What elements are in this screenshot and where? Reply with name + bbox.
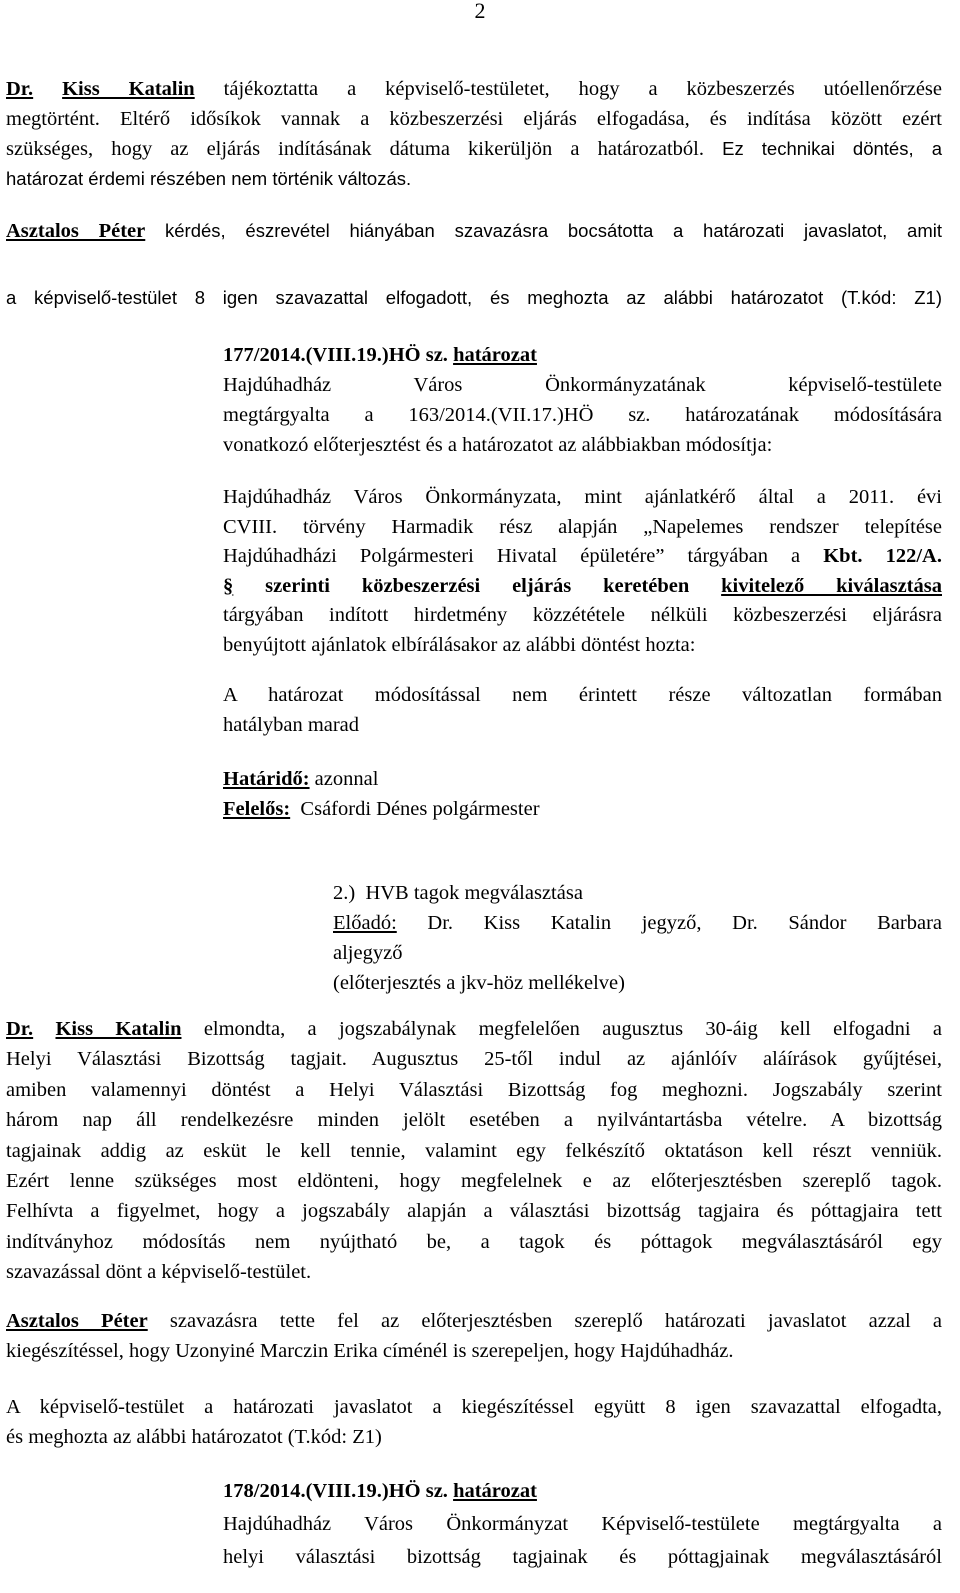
resolution-text-bold-underlined: kivitelező kiválasztása bbox=[721, 574, 942, 597]
resolution-177-remainder bbox=[223, 680, 942, 740]
resolution-number: 177/2014.(VIII.19.)HÖ sz. bbox=[223, 344, 448, 366]
deadline-value: azonnal bbox=[309, 768, 379, 790]
paragraph-line: indítványhoz módosítás nem nyújtható be, a tagok és póttagok megválasztásáról egy bbox=[6, 1230, 942, 1253]
paragraph-line bbox=[6, 74, 942, 104]
paragraph-line bbox=[6, 216, 942, 246]
paragraph-line: és meghozta az alábbi határozatot (T.kód: Z1) bbox=[6, 1426, 382, 1448]
resolution-word: határozat bbox=[453, 1480, 537, 1502]
resolution-heading bbox=[223, 340, 942, 370]
presenter-continued: aljegyző bbox=[333, 942, 403, 964]
page-number: 2 bbox=[474, 0, 486, 23]
resolution-178 bbox=[223, 1475, 942, 1574]
paragraph-line: megtörtént. Eltérő idősíkok vannak a közbeszerzési eljárás elfogadása, és indítása között ezért bbox=[6, 108, 942, 130]
paragraph-line: határozat érdemi részében nem történik változás. bbox=[6, 168, 412, 189]
paragraph-hvb-explanation bbox=[6, 1014, 942, 1288]
speaker-name: Asztalos Péter bbox=[6, 1310, 148, 1332]
resolution-line: Hajdúhadház Város Önkormányzatának képviselő-testülete bbox=[223, 374, 942, 396]
paragraph-line: három nap áll rendelkezésre minden jelölt esetében a nyilvántartásba vételre. A bizottság bbox=[6, 1109, 942, 1132]
resolution-line: hatályban marad bbox=[223, 714, 360, 736]
presenter-value: Dr. Kiss Katalin jegyző, Dr. Sándor Barbara bbox=[396, 912, 942, 934]
resolution-line: A határozat módosítással nem érintett része változatlan formában bbox=[223, 684, 942, 706]
resolution-line: Hajdúhadház Város Önkormányzat Képviselő-testülete megtárgyalta a bbox=[223, 1513, 942, 1535]
paragraph-line: szavazással dönt a képviselő-testület. bbox=[6, 1261, 312, 1284]
paragraph-line: Helyi Választási Bizottság tagjait. Augusztus 25-től indul az ajánlóív aláírások gyűjtései, bbox=[6, 1048, 942, 1071]
resolution-heading bbox=[223, 1475, 942, 1508]
paragraph-vote bbox=[6, 216, 942, 246]
resolution-line: benyújtott ajánlatok elbírálásakor az alábbi döntést hozta: bbox=[223, 633, 696, 656]
resolution-line: vonatkozó előterjesztést és a határozatot az alábbiakban módosítja: bbox=[223, 434, 773, 456]
responsible-line bbox=[223, 794, 942, 824]
resolution-number: 178/2014.(VIII.19.)HÖ sz. bbox=[223, 1480, 448, 1502]
paragraph-text: szavazásra tette fel az előterjesztésben szereplő határozati javaslatot azzal a bbox=[147, 1310, 942, 1332]
paragraph-text: elmondta, a jogszabálynak megfelelően augusztus 30-áig kell elfogadni a bbox=[181, 1018, 942, 1040]
speaker-title: Dr. bbox=[6, 1018, 34, 1040]
speaker-name: Asztalos Péter bbox=[6, 220, 146, 242]
paragraph-audit-report bbox=[6, 74, 942, 194]
deadline-label: Határidő: bbox=[223, 768, 310, 790]
resolution-177-footer bbox=[223, 764, 942, 824]
resolution-line bbox=[223, 542, 942, 572]
paragraph-line: kiegészítéssel, hogy Uzonyiné Marczin Erika címénél is szerepeljen, hogy Hajdúhadház. bbox=[6, 1340, 734, 1362]
paragraph-text: Ez technikai döntés, a bbox=[704, 138, 942, 159]
section-sign: § bbox=[223, 574, 234, 597]
paragraph-text: tájékoztatta a képviselő-testületet, hogy a közbeszerzés utóellenőrzése bbox=[194, 78, 943, 100]
paragraph-vote-result-2 bbox=[6, 1392, 942, 1452]
resolution-line: helyi választási bizottság tagjainak és póttagjainak megválasztásáról bbox=[223, 1546, 942, 1568]
responsible-value: Csáfordi Dénes polgármester bbox=[290, 798, 540, 820]
speaker-title: Dr. bbox=[6, 78, 34, 100]
agenda-title: 2.) HVB tagok megválasztása bbox=[333, 882, 583, 904]
resolution-word: határozat bbox=[453, 344, 537, 366]
resolution-177-decision bbox=[223, 483, 942, 660]
paragraph-line bbox=[6, 1014, 942, 1044]
presenter-label: Előadó: bbox=[333, 912, 397, 934]
paragraph-vote-result bbox=[6, 283, 942, 313]
paragraph-line: tagjainak addig az esküt le kell tennie, valamint egy felkészítő oktatáson kell részt venniük. bbox=[6, 1139, 942, 1162]
paragraph-text: kérdés, észrevétel hiányában szavazásra bocsátotta a határozati javaslatot, amit bbox=[145, 220, 942, 241]
agenda-item-2 bbox=[333, 878, 942, 998]
resolution-line bbox=[223, 572, 942, 602]
resolution-177 bbox=[223, 340, 942, 460]
speaker-name: Kiss Katalin bbox=[55, 1018, 182, 1040]
presenter-line bbox=[333, 908, 942, 938]
resolution-line: Hajdúhadház Város Önkormányzata, mint ajánlatkérő által a 2011. évi bbox=[223, 486, 942, 508]
paragraph-line bbox=[6, 134, 942, 164]
paragraph-line: Felhívta a figyelmet, hogy a jogszabály alapján a választási bizottság tagjaira és póttagjaira tett bbox=[6, 1200, 942, 1223]
paragraph-line: Ezért lenne szükséges most eldönteni, hogy megfelelnek e az előterjesztésben szereplő tagok. bbox=[6, 1170, 942, 1193]
resolution-line: tárgyában indított hirdetmény közzététele nélküli közbeszerzési eljárásra bbox=[223, 604, 942, 626]
paragraph-vote-2 bbox=[6, 1306, 942, 1366]
attachment-note: (előterjesztés a jkv-höz mellékelve) bbox=[333, 972, 625, 994]
speaker-name: Kiss Katalin bbox=[62, 78, 195, 100]
responsible-label: Felelős: bbox=[223, 798, 291, 820]
resolution-text-bold: szerinti közbeszerzési eljárás keretében bbox=[233, 574, 722, 597]
deadline-line bbox=[223, 764, 942, 794]
paragraph-text: szükséges, hogy az eljárás indításának dátuma kikerüljön a határozatból. bbox=[6, 138, 704, 160]
paragraph-line: a képviselő-testület 8 igen szavazattal elfogadott, és meghozta az alábbi határozatot (T.kód: Z1) bbox=[6, 287, 942, 308]
paragraph-line bbox=[6, 1306, 942, 1336]
paragraph-line: amiben valamennyi döntést a Helyi Választási Bizottság fog meghozni. Jogszabály szerint bbox=[6, 1078, 942, 1101]
paragraph-line: A képviselő-testület a határozati javaslatot a kiegészítéssel együtt 8 igen szavazattal elfogadta, bbox=[6, 1396, 942, 1418]
resolution-text-bold: Kbt. 122/A. bbox=[823, 545, 942, 567]
resolution-text: Hajdúhadházi Polgármesteri Hivatal épületére” tárgyában a bbox=[223, 545, 824, 567]
resolution-line: CVIII. törvény Harmadik rész alapján „Napelemes rendszer telepítése bbox=[223, 515, 942, 538]
resolution-line: megtárgyalta a 163/2014.(VII.17.)HÖ sz. határozatának módosítására bbox=[223, 404, 942, 426]
